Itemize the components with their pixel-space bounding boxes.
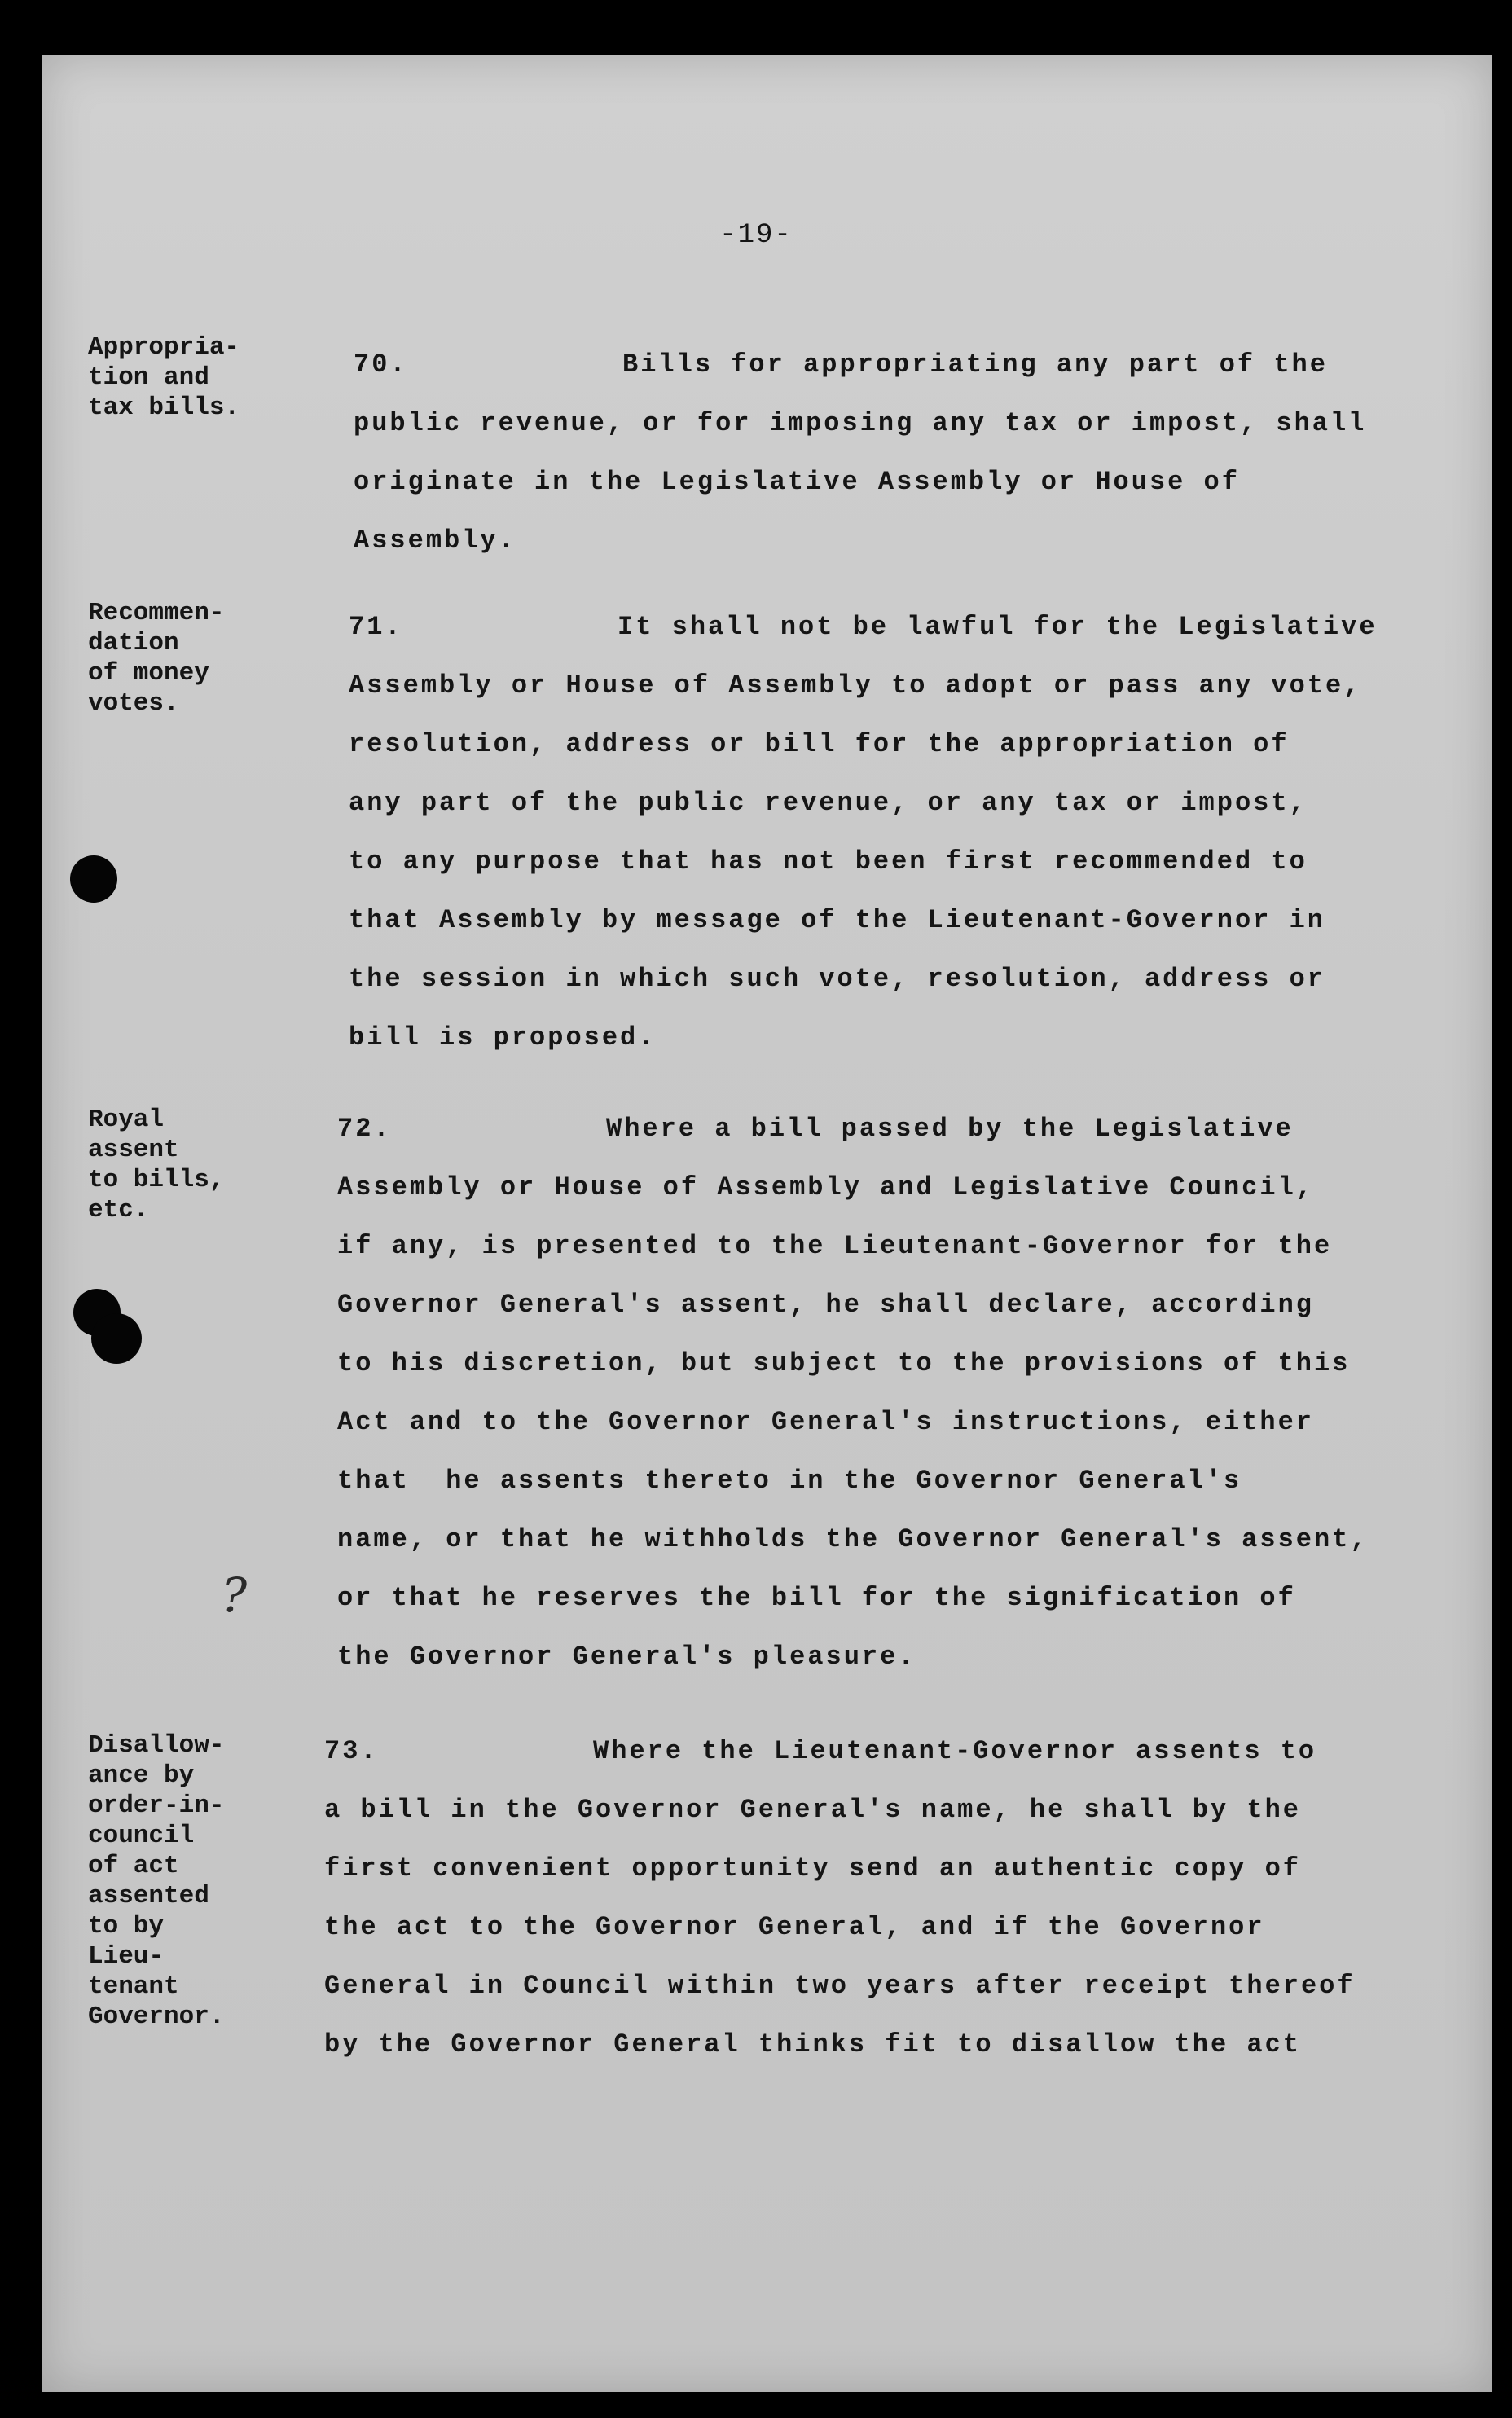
sidenote-disallowance: Disallow- ance by order-in- council of act assented to by Lieu- tenant Governor. <box>88 1731 225 2031</box>
paragraph-line: that Assembly by message of the Lieutenant-Governor in <box>349 905 1325 935</box>
paragraph-line: resolution, address or bill for the appropriation of <box>349 729 1290 759</box>
sidenote-royal-assent: Royal assent to bills, etc. <box>88 1106 225 1224</box>
page-number: -19- <box>719 220 793 251</box>
paragraph-line: Assembly or House of Assembly to adopt or pass any vote, <box>349 670 1362 701</box>
paragraph-line: originate in the Legislative Assembly or House of <box>354 467 1240 497</box>
paragraph-line: the session in which such vote, resolution, address or <box>349 964 1325 994</box>
paragraph-line: 73. Where the Lieutenant-Governor assents to <box>324 1722 1408 1781</box>
paragraph-line: General in Council within two years after receipt thereof <box>324 1971 1356 2001</box>
section-number: 72. <box>337 1114 392 1144</box>
paragraph-line: 71. It shall not be lawful for the Legislative <box>349 598 1432 657</box>
paragraph-line: first convenient opportunity send an authentic copy of <box>324 1853 1301 1884</box>
section-number: 70. <box>354 350 408 380</box>
paragraph-line: 70. Bills for appropriating any part of the <box>354 336 1437 394</box>
paragraph-70 <box>354 336 1437 570</box>
paragraph-73 <box>324 1722 1408 2074</box>
sidenote-appropriation: Appropria- tion and tax bills. <box>88 333 240 422</box>
paragraph-71 <box>349 598 1432 1067</box>
paragraph-line: name, or that he withholds the Governor General's assent, <box>337 1524 1369 1554</box>
pencil-question-mark: ? <box>222 1567 248 1623</box>
paragraph-line: by the Governor General thinks fit to disallow the act <box>324 2029 1301 2060</box>
paragraph-line: a bill in the Governor General's name, he shall by the <box>324 1795 1301 1825</box>
paragraph-line: Act and to the Governor General's instructions, either <box>337 1407 1314 1437</box>
paragraph-line: to his discretion, but subject to the provisions of this <box>337 1348 1351 1378</box>
punch-hole-middle-b <box>91 1313 142 1364</box>
paragraph-line: that he assents thereto in the Governor General's <box>337 1466 1242 1496</box>
punch-hole-top <box>70 855 117 903</box>
section-number: 73. <box>324 1736 379 1766</box>
paragraph-line: Assembly or House of Assembly and Legislative Council, <box>337 1172 1314 1202</box>
section-number: 71. <box>349 612 403 642</box>
paragraph-line: the act to the Governor General, and if the Governor <box>324 1912 1265 1942</box>
paragraph-line: any part of the public revenue, or any tax or impost, <box>349 788 1308 818</box>
paragraph-line: the Governor General's pleasure. <box>337 1642 916 1672</box>
paragraph-72 <box>337 1100 1421 1686</box>
paragraph-line: Governor General's assent, he shall declare, according <box>337 1290 1314 1320</box>
paragraph-line: 72. Where a bill passed by the Legislative <box>337 1100 1421 1158</box>
paragraph-line: to any purpose that has not been first recommended to <box>349 846 1308 877</box>
paragraph-line: Assembly. <box>354 525 516 556</box>
paragraph-line: bill is proposed. <box>349 1022 657 1053</box>
paragraph-line: or that he reserves the bill for the signification of <box>337 1583 1296 1613</box>
sidenote-recommendation: Recommen- dation of money votes. <box>88 599 225 718</box>
paragraph-line: public revenue, or for imposing any tax or impost, shall <box>354 408 1367 438</box>
paragraph-line: if any, is presented to the Lieutenant-Governor for the <box>337 1231 1333 1261</box>
